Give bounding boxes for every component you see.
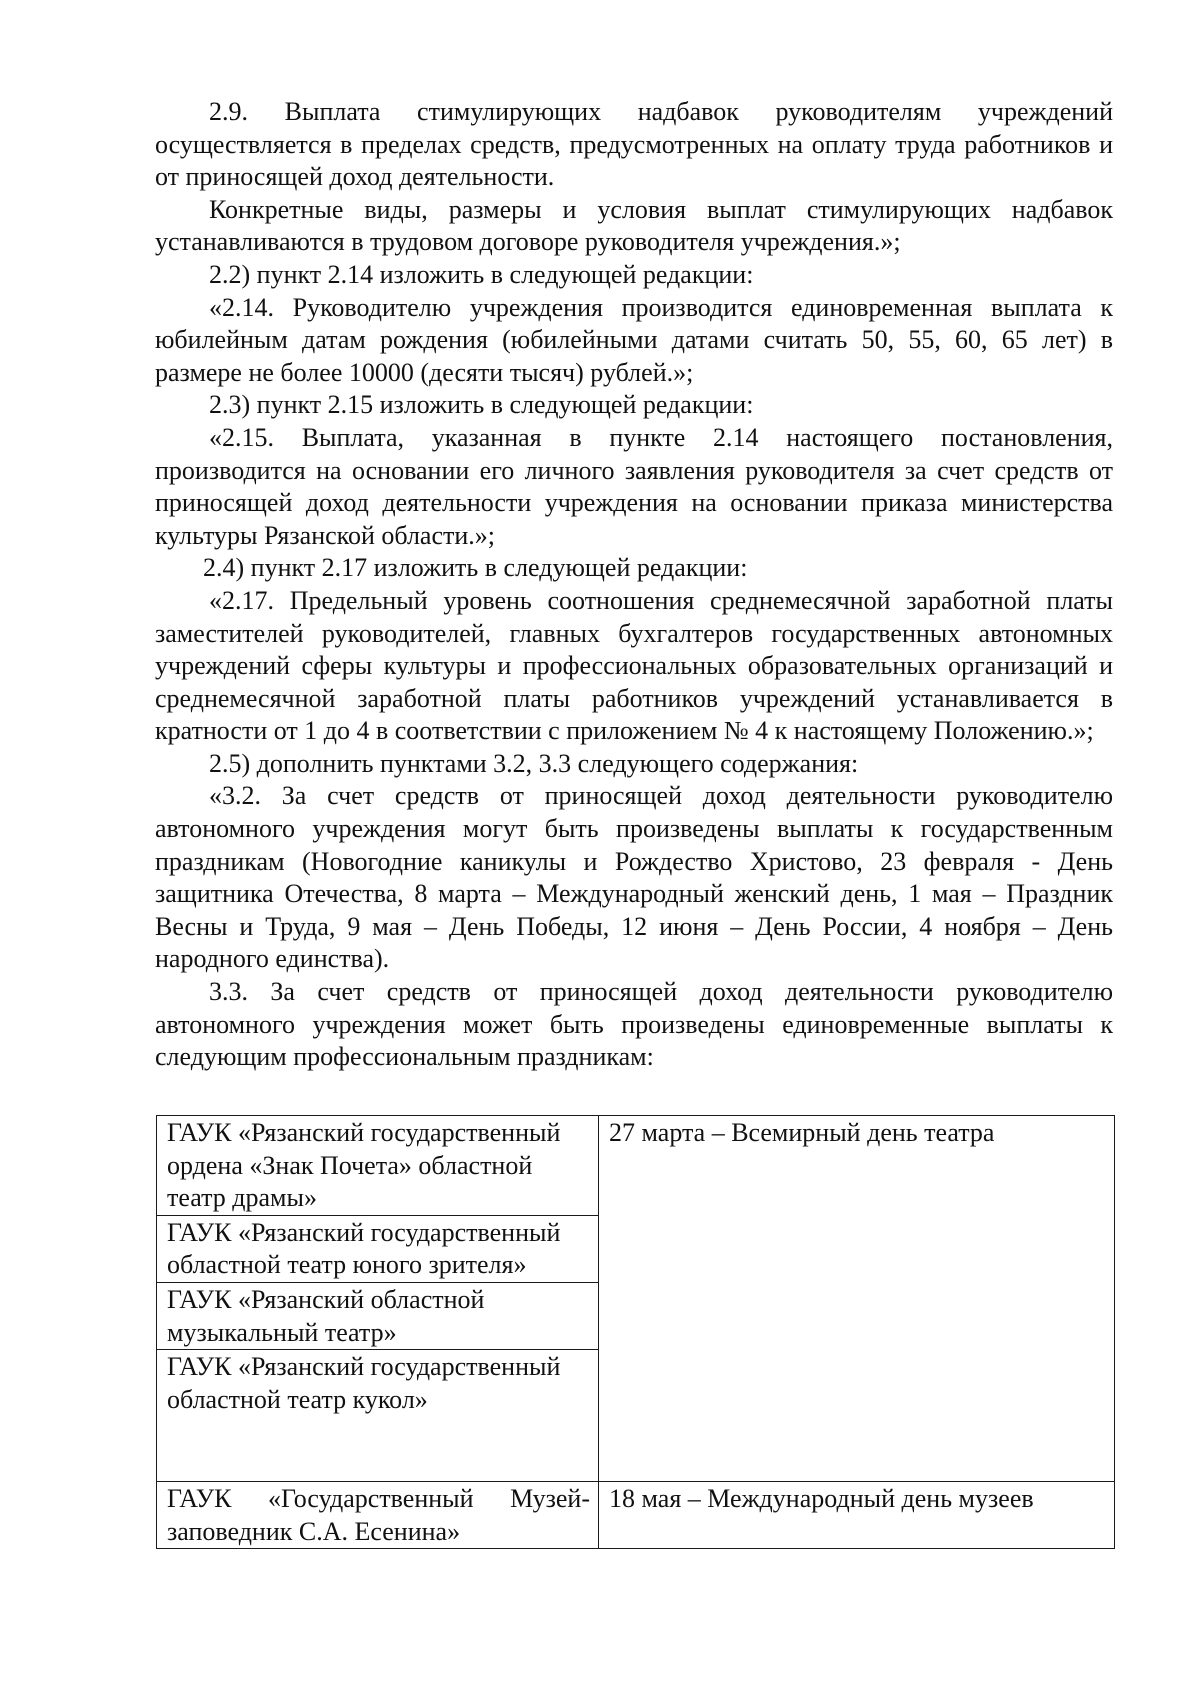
table-row bbox=[157, 1482, 1115, 1549]
table-cell-organization: ГАУК «Рязанский областной музыкальный театр» bbox=[157, 1282, 599, 1349]
table-cell-organization: ГАУК «Государственный Музей-заповедник С.А. Есенина» bbox=[157, 1482, 599, 1549]
paragraph-2-17: «2.17. Предельный уровень соотношения среднемесячной заработной платы заместителей руководителей, главных бухгалтеров государственных автономных учреждений сферы культуры и профессиональных образовательных организаций и среднемесячной заработной платы работников учреждений устанавливается в кратности от 1 до 4 в соответствии с приложением № 4 к настоящему Положению.»; bbox=[155, 585, 1113, 746]
table-cell-holiday: 27 марта – Всемирный день театра bbox=[599, 1116, 1115, 1482]
paragraph-amend-2-14: 2.2) пункт 2.14 изложить в следующей редакции: bbox=[209, 259, 754, 289]
paragraph-2-14: «2.14. Руководителю учреждения производится единовременная выплата к юбилейным датам рождения (юбилейными датами считать 50, 55, 60, 65 лет) в размере не более 10000 (десяти тысяч) рублей.»; bbox=[155, 292, 1113, 387]
table-row bbox=[157, 1116, 1115, 1216]
document-body bbox=[155, 96, 1113, 1074]
table-cell-organization: ГАУК «Рязанский государственный ордена «Знак Почета» областной театр драмы» bbox=[157, 1116, 599, 1216]
paragraph-stimulus-terms: Конкретные виды, размеры и условия выплат стимулирующих надбавок устанавливаются в трудовом договоре руководителя учреждения.»; bbox=[155, 194, 1113, 257]
table-cell-organization: ГАУК «Рязанский государственный областной театр кукол» bbox=[157, 1350, 599, 1482]
paragraph-3-3: 3.3. За счет средств от приносящей доход деятельности руководителю автономного учреждения может быть произведены единовременные выплаты к следующим профессиональным праздникам: bbox=[155, 977, 1113, 1072]
professional-holidays-table bbox=[156, 1115, 1115, 1549]
table-cell-holiday: 18 мая – Международный день музеев bbox=[599, 1482, 1115, 1549]
paragraph-amend-3-2-3-3: 2.5) дополнить пунктами 3.2, 3.3 следующего содержания: bbox=[209, 748, 859, 778]
paragraph-3-2: «3.2. За счет средств от приносящей доход деятельности руководителю автономного учреждения могут быть произведены выплаты к государственным праздникам (Новогодние каникулы и Рождество Христово, 23 февраля - День защитника Отечества, 8 марта – Международный женский день, 1 мая – Праздник Весны и Труда, 9 мая – День Победы, 12 июня – День России, 4 ноября – День народного единства). bbox=[155, 781, 1113, 974]
paragraph-2-15: «2.15. Выплата, указанная в пункте 2.14 настоящего постановления, производится на основании его личного заявления руководителя за счет средств от приносящей доход деятельности учреждения на основании приказа министерства культуры Рязанской области.»; bbox=[155, 422, 1113, 550]
paragraph-amend-2-15: 2.3) пункт 2.15 изложить в следующей редакции: bbox=[209, 390, 754, 420]
paragraph-2-9: 2.9. Выплата стимулирующих надбавок руководителям учреждений осуществляется в пределах средств, предусмотренных на оплату труда работников и от приносящей доход деятельности. bbox=[155, 97, 1113, 192]
table-cell-organization: ГАУК «Рязанский государственный областной театр юного зрителя» bbox=[157, 1215, 599, 1282]
paragraph-amend-2-17: 2.4) пункт 2.17 изложить в следующей редакции: bbox=[203, 553, 748, 583]
